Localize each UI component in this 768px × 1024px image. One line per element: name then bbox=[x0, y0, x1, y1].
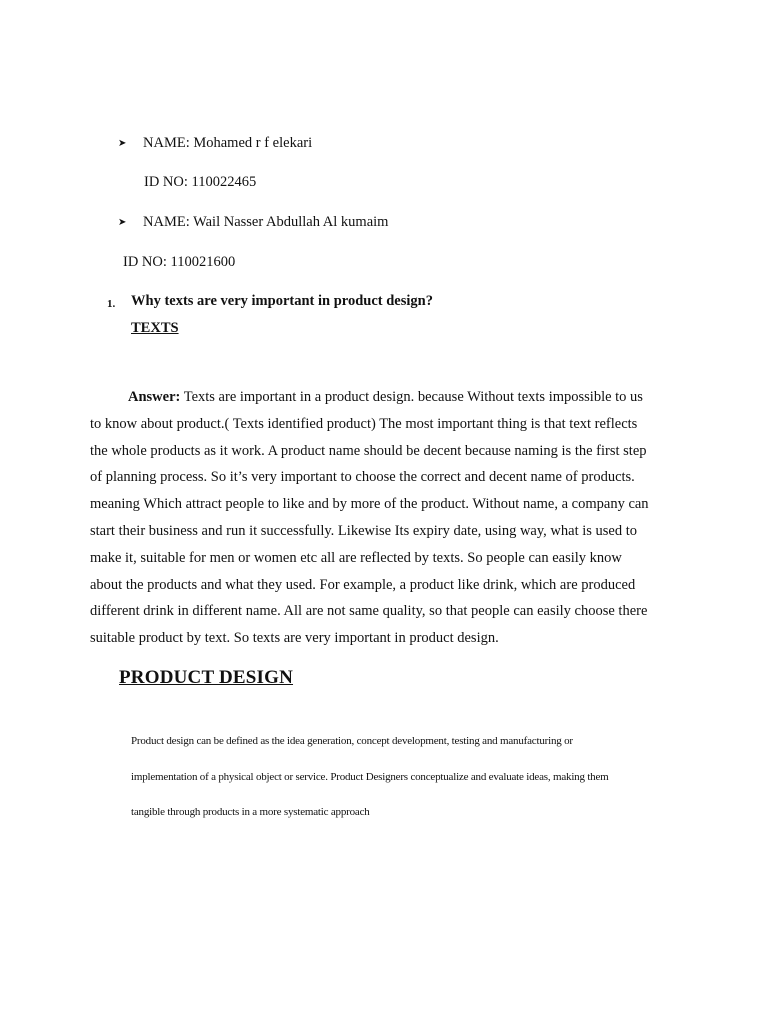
answer-line: start their business and run it successfully. Likewise Its expiry date, using way, what is used to bbox=[90, 522, 637, 539]
answer-paragraph bbox=[90, 384, 690, 652]
product-design-line: implementation of a physical object or service. Product Designers conceptualize and evaluate ideas, making them bbox=[131, 770, 609, 783]
arrow-bullet-icon: ➤ bbox=[118, 138, 127, 149]
question-text: Why texts are very important in product design? bbox=[131, 293, 433, 309]
answer-line: meaning Which attract people to like and by more of the product. Without name, a company can bbox=[90, 496, 649, 513]
answer-line: to know about product.( Texts identified product) The most important thing is that text reflects bbox=[90, 415, 638, 432]
answer-line: different drink in different name. All are not same quality, so that people can easily choose there bbox=[90, 603, 648, 620]
answer-label: Answer: bbox=[128, 389, 181, 405]
member-2-id: ID NO: 110021600 bbox=[123, 254, 236, 270]
texts-heading: TEXTS bbox=[131, 320, 179, 336]
question-number: 1. bbox=[107, 298, 116, 310]
answer-line: the whole products as it work. A product name should be decent because naming is the first step bbox=[90, 442, 647, 459]
product-design-heading: PRODUCT DESIGN bbox=[119, 667, 294, 688]
member-2-name: NAME: Wail Nasser Abdullah Al kumaim bbox=[143, 214, 389, 230]
product-design-line: Product design can be defined as the idea generation, concept development, testing and manufacturing or bbox=[131, 735, 573, 747]
answer-line: Answer: Texts are important in a product design. because Without texts impossible to us bbox=[128, 389, 643, 405]
product-design-paragraph bbox=[131, 724, 691, 831]
product-design-line: tangible through products in a more systematic approach bbox=[131, 806, 370, 818]
member-1-id: ID NO: 110022465 bbox=[144, 174, 257, 190]
answer-line: about the products and what they used. For example, a product like drink, which are produced bbox=[90, 576, 636, 593]
arrow-bullet-icon: ➤ bbox=[118, 217, 127, 228]
answer-line: suitable product by text. So texts are very important in product design. bbox=[90, 630, 499, 647]
answer-line: of planning process. So it’s very important to choose the correct and decent name of products. bbox=[90, 469, 635, 486]
member-1-name: NAME: Mohamed r f elekari bbox=[143, 135, 313, 151]
answer-line: make it, suitable for men or women etc all are reflected by texts. So people can easily know bbox=[90, 549, 622, 566]
